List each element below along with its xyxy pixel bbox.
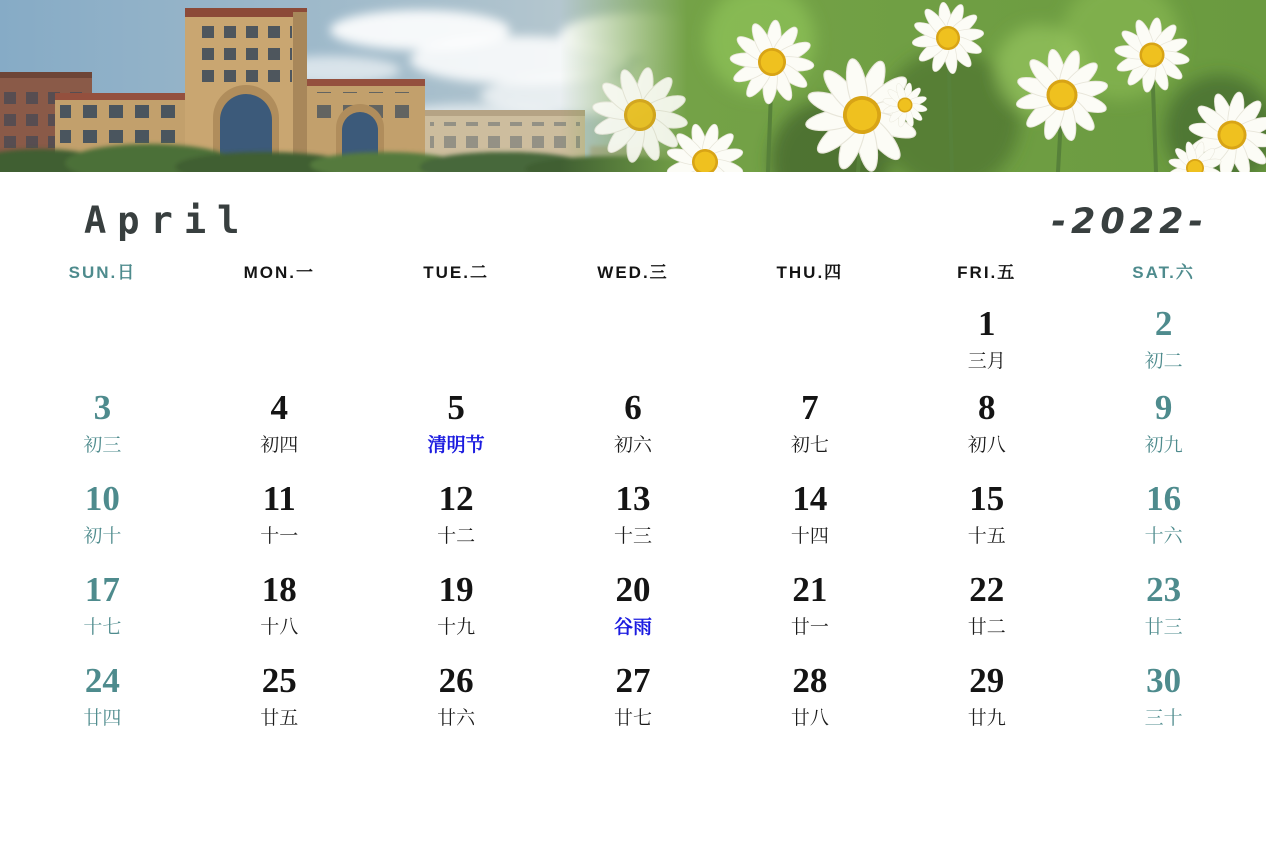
campus-daisies-illustration: [0, 0, 1266, 172]
calendar-cell-empty: [721, 302, 898, 386]
lunar-label: 十一: [260, 525, 299, 547]
weekday-header-row: [14, 258, 1252, 302]
day-number: 15: [969, 479, 1005, 518]
calendar-cell-empty: [191, 302, 368, 386]
calendar-cell-apr-23: [1075, 568, 1252, 659]
calendar-cell-apr-6: [545, 386, 722, 477]
day-number: 13: [615, 479, 651, 518]
calendar-cell-apr-8: [898, 386, 1075, 477]
lunar-label: 十六: [1144, 525, 1183, 547]
day-number: 20: [615, 570, 651, 609]
day-number: 16: [1146, 479, 1182, 518]
calendar-cell-apr-21: [721, 568, 898, 659]
calendar-cell-apr-5: [368, 386, 545, 477]
day-number: 8: [977, 388, 996, 427]
lunar-label: 十九: [437, 616, 476, 638]
weekday-header-fri: FRI.五: [957, 263, 1017, 282]
lunar-label: 十三: [613, 525, 652, 547]
week-row-3: [14, 477, 1252, 568]
day-number: 19: [438, 570, 474, 609]
day-number: 10: [84, 479, 120, 518]
week-row-5: [14, 659, 1252, 750]
calendar-cell-apr-1: [898, 302, 1075, 386]
day-number: 14: [792, 479, 828, 518]
calendar-cell-apr-19: [368, 568, 545, 659]
day-number: 27: [615, 661, 651, 700]
calendar-cell-apr-4: [191, 386, 368, 477]
calendar-cell-apr-22: [898, 568, 1075, 659]
day-number: 26: [438, 661, 474, 700]
week-row-1: [14, 302, 1252, 386]
day-number: 28: [792, 661, 828, 700]
header-photo-banner: [0, 0, 1266, 172]
calendar-cell-apr-15: [898, 477, 1075, 568]
day-number: 24: [84, 661, 120, 700]
weekday-header-mon: MON.一: [243, 263, 315, 282]
day-number: 4: [270, 388, 289, 427]
calendar-cell-apr-9: [1075, 386, 1252, 477]
calendar-cell-apr-7: [721, 386, 898, 477]
lunar-label: 廿二: [967, 616, 1006, 638]
calendar-grid: [0, 258, 1266, 750]
calendar-cell-apr-10: [14, 477, 191, 568]
day-number: 6: [624, 388, 642, 427]
calendar-title-row: [0, 172, 1266, 242]
day-number: 25: [261, 661, 297, 700]
lunar-label: 廿三: [1144, 616, 1183, 638]
lunar-label: 廿四: [83, 707, 122, 729]
day-number: 2: [1154, 304, 1173, 343]
lunar-label: 廿五: [260, 707, 299, 729]
lunar-label: 清明节: [427, 434, 485, 456]
calendar-cell-apr-24: [14, 659, 191, 750]
calendar-cell-apr-25: [191, 659, 368, 750]
lunar-label: 初十: [83, 525, 122, 547]
year-title: -2022-: [1051, 202, 1208, 242]
lunar-label: 初九: [1144, 434, 1183, 456]
day-number: 17: [84, 570, 120, 609]
lunar-label: 廿七: [613, 707, 652, 729]
weekday-header-sat: SAT.六: [1132, 263, 1195, 282]
calendar-cell-apr-29: [898, 659, 1075, 750]
lunar-label: 廿九: [967, 707, 1006, 729]
day-number: 30: [1146, 661, 1182, 700]
lunar-label: 初三: [83, 434, 122, 456]
lunar-label: 三十: [1144, 707, 1183, 729]
calendar-cell-apr-20: [545, 568, 722, 659]
calendar-cell-apr-26: [368, 659, 545, 750]
weekday-header-wed: WED.三: [597, 263, 669, 282]
lunar-label: 廿八: [790, 707, 829, 729]
day-number: 18: [261, 570, 297, 609]
weekday-header-tue: TUE.二: [423, 263, 489, 282]
lunar-label: 十八: [260, 616, 299, 638]
lunar-label: 十七: [83, 616, 122, 638]
calendar-cell-apr-28: [721, 659, 898, 750]
calendar-cell-apr-11: [191, 477, 368, 568]
lunar-label: 十四: [790, 525, 829, 547]
day-number: 9: [1154, 388, 1173, 427]
calendar-cell-apr-17: [14, 568, 191, 659]
lunar-label: 初二: [1144, 350, 1183, 372]
day-number: 11: [262, 479, 296, 518]
calendar-cell-apr-3: [14, 386, 191, 477]
lunar-label: 三月: [967, 350, 1006, 372]
calendar-cell-apr-30: [1075, 659, 1252, 750]
month-title: April: [84, 199, 251, 242]
lunar-label: 廿一: [790, 616, 829, 638]
lunar-label: 谷雨: [613, 616, 652, 638]
lunar-label: 初七: [790, 434, 829, 456]
calendar-cell-empty: [368, 302, 545, 386]
calendar-cell-apr-16: [1075, 477, 1252, 568]
day-number: 3: [93, 388, 112, 427]
day-number: 7: [801, 388, 819, 427]
calendar-cell-empty: [14, 302, 191, 386]
weekday-header-thu: THU.四: [776, 263, 844, 282]
week-row-4: [14, 568, 1252, 659]
calendar-cell-apr-14: [721, 477, 898, 568]
day-number: 23: [1146, 570, 1182, 609]
lunar-label: 初八: [967, 434, 1006, 456]
calendar-cell-apr-27: [545, 659, 722, 750]
calendar-cell-apr-2: [1075, 302, 1252, 386]
lunar-label: 初四: [260, 434, 299, 456]
day-number: 29: [969, 661, 1005, 700]
day-number: 21: [792, 570, 828, 609]
daisy-field: [560, 0, 1266, 172]
day-number: 22: [969, 570, 1005, 609]
lunar-label: 十五: [967, 525, 1006, 547]
lunar-label: 初六: [613, 434, 652, 456]
day-number: 1: [977, 304, 996, 343]
day-number: 12: [438, 479, 474, 518]
calendar-cell-empty: [545, 302, 722, 386]
day-number: 5: [447, 388, 465, 427]
calendar-cell-apr-12: [368, 477, 545, 568]
calendar-cell-apr-18: [191, 568, 368, 659]
weekday-header-sun: SUN.日: [68, 263, 137, 282]
calendar-cell-apr-13: [545, 477, 722, 568]
lunar-label: 廿六: [437, 707, 476, 729]
lunar-label: 十二: [437, 525, 476, 547]
week-row-2: [14, 386, 1252, 477]
